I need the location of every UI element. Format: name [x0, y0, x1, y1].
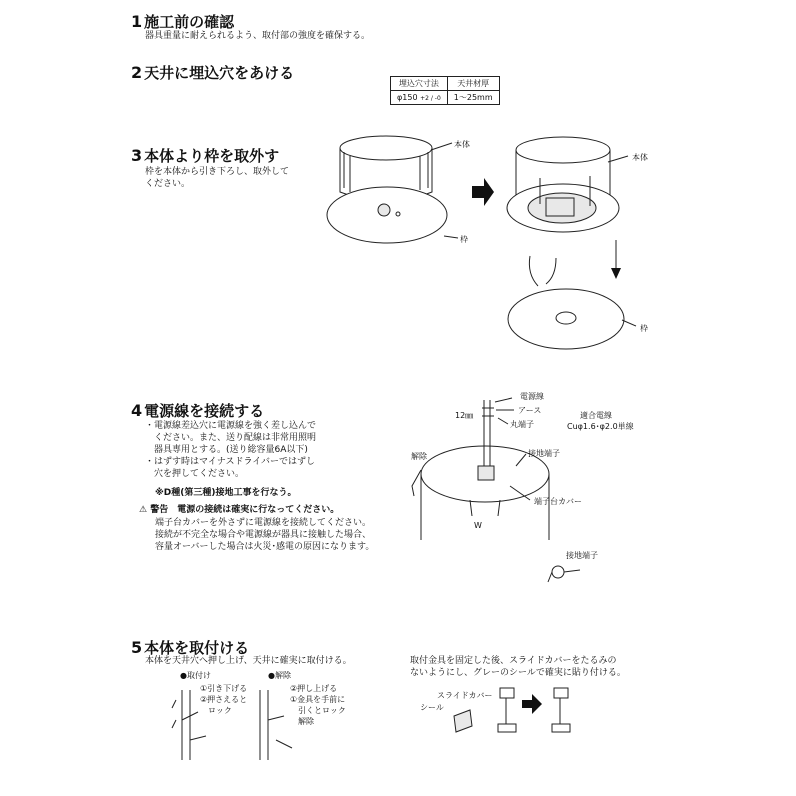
step3-line2: ください。: [145, 179, 191, 189]
step4-number: 4: [131, 401, 143, 420]
hole-spec-table: [390, 76, 500, 105]
label-seal: シール: [420, 703, 444, 712]
hole-tolerance: +2 / -0: [420, 95, 441, 102]
label-wire-spec: Cuφ1.6･φ2.0単線: [567, 422, 634, 431]
fixture-open-illustration: [507, 137, 628, 232]
step3-heading: [131, 145, 279, 166]
spec-header-thickness: 天井材厚: [447, 77, 499, 91]
warning-line-3: 容量オーバーした場合は火災･感電の原因になります。: [155, 542, 375, 552]
label-power-wire: 電源線: [520, 392, 544, 401]
release-step-1: ②押し上げる: [290, 684, 338, 693]
step3-title: 本体より枠を取外す: [144, 147, 280, 165]
warning-icon: ⚠: [139, 505, 148, 515]
attach-heading: ●取付け: [180, 671, 211, 680]
step4-title: 電源線を接続する: [144, 402, 265, 420]
step5-number: 5: [131, 638, 143, 657]
right-arrow-icon: [472, 178, 494, 206]
step1-text: 器具重量に耐えられるよう、取付部の強度を確保する。: [145, 31, 371, 41]
label-ring-terminal: 丸端子: [510, 420, 534, 429]
step1-heading: [131, 11, 234, 32]
step4-bullet-2: ください。また、送り配線は非常用照明: [145, 433, 317, 443]
attach-step-2: ②押さえると: [200, 695, 248, 704]
label-ground-terminal-2: 接地端子: [566, 551, 598, 560]
step2-heading: [131, 62, 294, 83]
step4-bullets: [145, 420, 316, 480]
step4-bullet-4: ・はずす時はマイナスドライバーではずし: [145, 457, 316, 467]
release-steps: [290, 683, 346, 727]
step4-bullet-1: ・電源線差込穴に電源線を強く差し込んで: [145, 421, 317, 431]
warning-title: 警告 電源の接続は確実に行なってください。: [150, 505, 340, 515]
step3-number: 3: [131, 146, 143, 165]
step4-heading: [131, 400, 264, 421]
step2-title: 天井に埋込穴をあける: [144, 64, 295, 82]
label-release: 解除: [411, 452, 427, 461]
step5-text: 本体を天井穴へ押し上げ、天井に確実に取付ける。: [145, 656, 352, 666]
spec-header-hole: 埋込穴寸法: [391, 77, 448, 91]
attach-step-3: ロック: [200, 706, 232, 715]
step4-bullet-3: 器具専用とする。(送り総容量6A以下): [145, 445, 308, 455]
warning-text: [155, 517, 374, 553]
warning-line-1: 端子台カバーを外さずに電源線を接続してください。: [155, 518, 372, 528]
label-body-2: 本体: [632, 153, 648, 162]
release-step-3: 引くとロック: [290, 706, 346, 715]
label-12mm: 12㎜: [455, 411, 474, 420]
step1-title: 施工前の確認: [144, 13, 235, 31]
label-earth: アース: [518, 406, 542, 415]
step5-right-text: [410, 655, 626, 679]
label-frame-1: 枠: [460, 235, 468, 244]
step3-line1: 枠を本体から引き下ろし、取外して: [145, 167, 290, 177]
label-slide-cover: スライドカバー: [437, 691, 493, 700]
warning-line-2: 接続が不完全な場合や電源線が器具に接触した場合、: [155, 530, 372, 540]
wiring-illustration: [412, 398, 580, 582]
spec-cell-hole: [391, 91, 448, 105]
attach-steps: [200, 683, 247, 716]
hole-size: φ150: [397, 93, 418, 102]
release-heading: ●解除: [268, 671, 291, 680]
step2-number: 2: [131, 63, 143, 82]
right-arrow-icon-2: [522, 694, 542, 714]
label-w: W: [474, 521, 482, 530]
attach-step-1: ①引き下げる: [200, 684, 248, 693]
label-ground-terminal: 接地端子: [528, 449, 560, 458]
step3-text: [145, 166, 289, 190]
release-illustration: [260, 690, 292, 760]
label-frame-2: 枠: [640, 324, 648, 333]
warning-heading: [139, 504, 339, 516]
step1-number: 1: [131, 12, 143, 31]
label-wire-title: 適合電線: [580, 411, 612, 420]
release-step-2: ①金具を手前に: [290, 695, 346, 704]
step4-bullet-5: 穴を押してください。: [145, 469, 245, 479]
spec-cell-thickness: 1～25mm: [447, 91, 499, 105]
step5-title: 本体を取付ける: [144, 639, 250, 657]
fixture-with-frame-illustration: [327, 136, 458, 243]
label-terminal-cover: 端子台カバー: [534, 497, 582, 506]
release-step-4: 解除: [290, 717, 314, 726]
step5-right-line-2: ないようにし、グレーのシールで確実に貼り付ける。: [410, 668, 626, 678]
step5-right-line-1: 取付金具を固定した後、スライドカバーをたるみの: [410, 656, 617, 666]
grounding-note: ※D種(第三種)接地工事を行なう。: [155, 488, 297, 498]
label-body-1: 本体: [454, 140, 470, 149]
